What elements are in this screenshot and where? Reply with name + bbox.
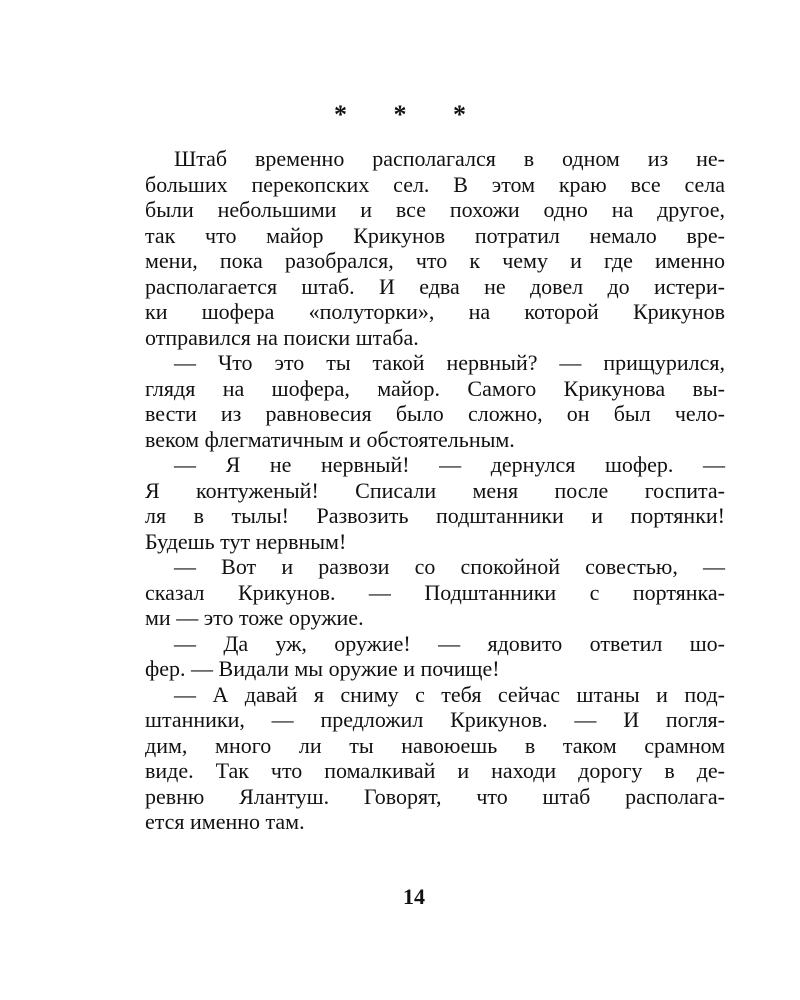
text-line: — Вот и развози со спокойной совестью, —: [174, 554, 725, 579]
text-line: — А давай я сниму с тебя сейчас штаны и под-: [174, 681, 725, 707]
text-line: Будешь тут нервным!: [145, 528, 347, 554]
text-line: глядя на шофера, майор. Самого Крикунова вы-: [145, 375, 725, 401]
body-text: [145, 146, 725, 835]
text-line: фер. — Видали мы оружие и почище!: [145, 656, 500, 681]
paragraph: [145, 554, 725, 631]
text-line: веком флегматичным и обстоятельным.: [145, 426, 515, 452]
text-line: ки шофера «полуторки», на которой Крикунов: [145, 299, 725, 324]
text-line: ревню Ялантуш. Говорят, что штаб располага-: [145, 783, 725, 809]
text-line: Штаб временно располагался в одном из не-: [174, 146, 725, 171]
text-line: отправился на поиски штаба.: [145, 324, 419, 350]
text-line: ется именно там.: [145, 809, 305, 834]
text-line: больших перекопских сел. В этом краю все села: [145, 171, 725, 197]
text-line: дим, много ли ты навоюешь в таком срамном: [145, 732, 725, 758]
text-line: — Что это ты такой нервный? — прищурился,: [174, 350, 725, 375]
text-line: штанники, — предложил Крикунов. — И погля-: [145, 707, 725, 732]
text-line: виде. Так что помалкивай и находи дорогу в де-: [145, 758, 725, 783]
text-line: — Я не нервный! — дернулся шофер. —: [174, 452, 725, 477]
text-line: ми — это тоже оружие.: [145, 605, 364, 630]
section-separator: * * *: [334, 100, 486, 129]
text-line: — Да уж, оружие! — ядовито ответил шо-: [174, 630, 725, 656]
text-line: мени, пока разобрался, что к чему и где именно: [145, 248, 725, 273]
paragraph: [145, 452, 725, 554]
text-line: вести из равновесия было сложно, он был чело-: [145, 401, 725, 426]
text-line: так что майор Крикунов потратил немало вре-: [145, 222, 725, 248]
text-line: Я контуженый! Списали меня после госпита-: [145, 477, 725, 503]
text-line: ля в тылы! Развозить подштанники и портянки!: [145, 503, 725, 528]
text-line: были небольшими и все похожи одно на другое,: [145, 197, 725, 222]
paragraph: [145, 682, 725, 835]
paragraph: [145, 350, 725, 452]
paragraph: [145, 146, 725, 350]
page-number: 14: [403, 884, 425, 909]
paragraph: [145, 631, 725, 682]
text-line: располагается штаб. И едва не довел до истери-: [145, 273, 725, 299]
text-line: сказал Крикунов. — Подштанники с портянка-: [145, 579, 725, 605]
